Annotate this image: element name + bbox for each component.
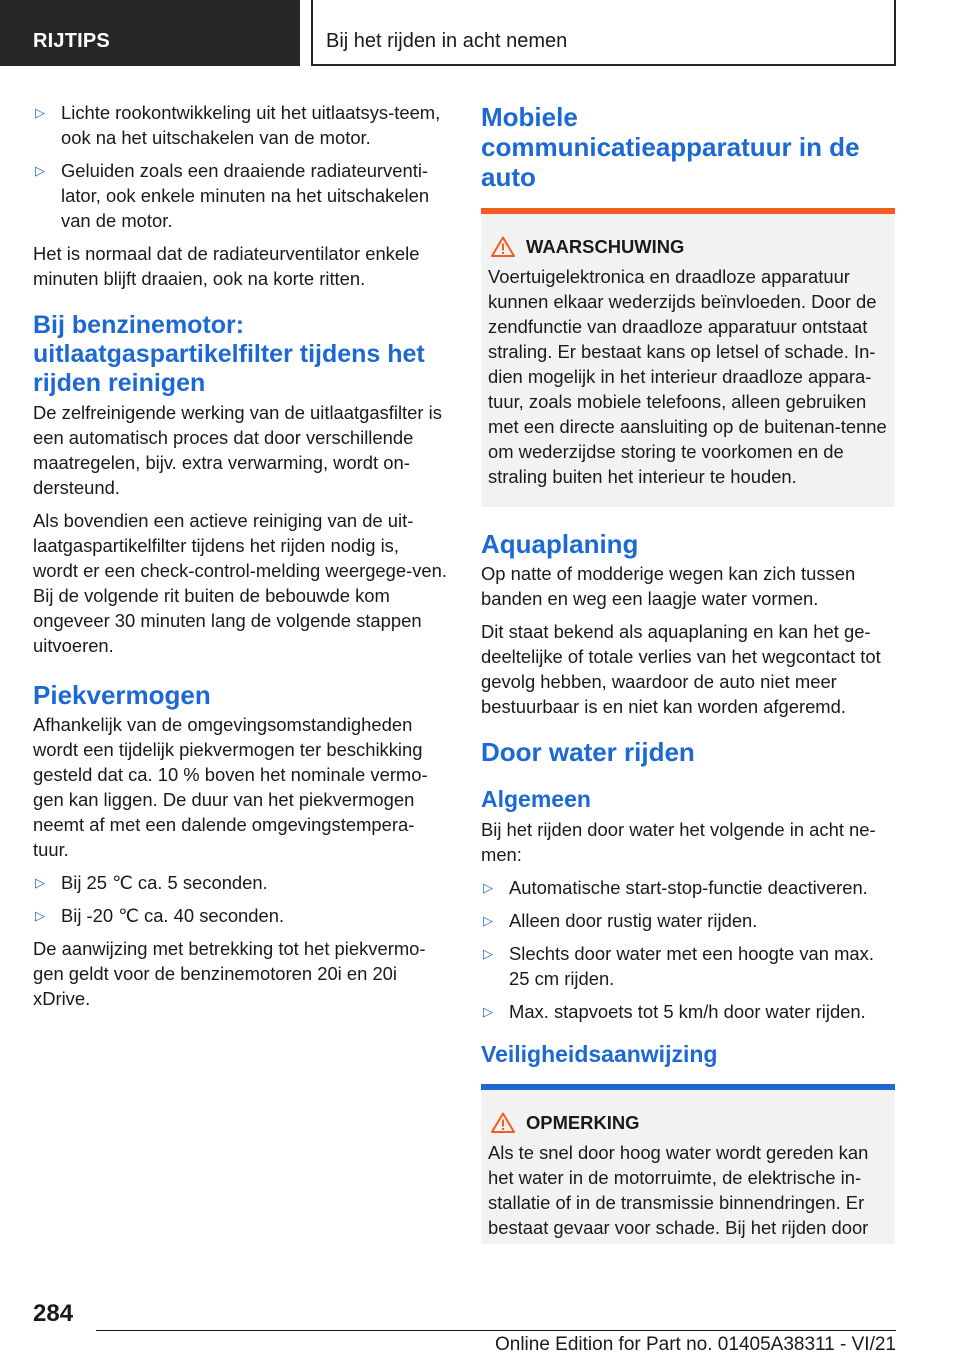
notice-box [481, 1084, 895, 1244]
chapter-title: Bij het rijden in acht nemen [326, 30, 568, 52]
list-item: ▷ Alleen door rustig water rijden. [483, 910, 758, 931]
list-item: ▷ Bij -20 ℃ ca. 40 seconden. [35, 905, 285, 926]
chapter-tab [311, 0, 896, 66]
subheading-general: Algemeen [481, 786, 591, 812]
paragraph-filter-2: Als bovendien een actieve reiniging van de uit-laatgaspartikelfilter tijdens het rijden nodig is, wordt er een check-control-melding weergege-ven. Bij de volgende rit buiten de bebouwde kom ongeveer 30 minuten lang de volgende stappen uitvoeren. [33, 510, 447, 656]
right-column [481, 100, 895, 1244]
section-tab [0, 0, 300, 66]
list-item: ▷ Geluiden zoals een draaiende radiateurventi-lator, ook enkele minuten na het uitschakelen van de motor. [35, 160, 430, 231]
page-header [0, 0, 960, 66]
footer-divider [96, 1330, 896, 1331]
heading-peak-power: Piekvermogen [33, 680, 211, 710]
paragraph-peak-power: Afhankelijk van de omgevingsomstandigheden wordt een tijdelijk piekvermogen ter beschikking gesteld dat ca. 10 % boven het nominale vermo-gen kan liggen. De duur van het piekvermogen neemt af met een dalende omgevingstempera-tuur. [33, 714, 428, 860]
subheading-safety: Veiligheidsaanwijzing [481, 1041, 718, 1067]
heading-aquaplaning: Aquaplaning [481, 529, 639, 559]
list-item: ▷ Automatische start-stop-functie deactiveren. [483, 877, 868, 898]
triangle-right-icon: ▷ [35, 908, 45, 923]
warning-box [481, 208, 895, 507]
paragraph-peak-note: De aanwijzing met betrekking tot het piekvermo-gen geldt voor de benzinemotoren 20i en 20i xDrive. [33, 938, 426, 1009]
list-item: ▷ Bij 25 ℃ ca. 5 seconden. [35, 872, 268, 893]
paragraph-filter-1: De zelfreinigende werking van de uitlaatgasfilter is een automatisch proces dat door verschillende maatregelen, bijv. extra verwarming, wordt on-dersteund. [33, 402, 442, 498]
warning-text: Voertuigelektronica en draadloze apparatuur kunnen elkaar wederzijds beïnvloeden. Door de zendfunctie van draadloze apparatuur ontstaat straling. Er bestaat kans op letsel of schade. In-dien mogelijk in het interieur draadloze appara-tuur, zoals mobiele telefoons, alleen gebruiken met een directe aansluiting op de buitenan-tenne om wederzijdse storing te voorkomen en de straling buiten het interieur te houden. [488, 266, 887, 487]
triangle-right-icon: ▷ [483, 1004, 493, 1019]
paragraph-aqua-1: Op natte of modderige wegen kan zich tussen banden en weg een laagje water vormen. [481, 563, 856, 609]
triangle-right-icon: ▷ [483, 880, 493, 895]
list-item: ▷ Max. stapvoets tot 5 km/h door water rijden. [483, 1001, 866, 1022]
left-column [33, 100, 448, 1019]
section-title: RIJTIPS [33, 30, 110, 52]
edition-text: Online Edition for Part no. 01405A38311 - VI/21 [494, 1334, 896, 1355]
triangle-right-icon: ▷ [35, 875, 45, 890]
heading-mobile-equipment: Mobiele communicatieapparatuur in de auto [481, 102, 860, 192]
list-item: ▷ Slechts door water met een hoogte van max. 25 cm rijden. [483, 943, 874, 989]
triangle-right-icon: ▷ [35, 163, 45, 178]
heading-particle-filter: Bij benzinemotor: uitlaatgaspartikelfilter tijdens het rijden reinigen [33, 311, 425, 397]
notice-title: OPMERKING [488, 1110, 887, 1136]
paragraph-aqua-2: Dit staat bekend als aquaplaning en kan het ge-deeltelijke of totale verlies van het wegcontact tot gevolg hebben, waardoor de auto niet meer bestuurbaar is en niet kan worden afgeremd. [481, 621, 881, 717]
page-number: 284 [33, 1300, 74, 1327]
warning-title: WAARSCHUWING [488, 234, 887, 260]
warning-triangle-icon [491, 1112, 515, 1133]
triangle-right-icon: ▷ [483, 913, 493, 928]
heading-water-driving: Door water rijden [481, 737, 695, 767]
triangle-right-icon: ▷ [483, 946, 493, 961]
paragraph-general: Bij het rijden door water het volgende in acht ne-men: [481, 819, 876, 865]
paragraph-fan: Het is normaal dat de radiateurventilator enkele minuten blijft draaien, ook na korte ritten. [33, 243, 420, 289]
notice-text: Als te snel door hoog water wordt gereden kan het water in de motorruimte, de elektrische in-stallatie of in de transmissie binnendringen. Er bestaat gevaar voor schade. Bij het rijden door [488, 1142, 869, 1238]
warning-triangle-icon [491, 236, 515, 257]
triangle-right-icon: ▷ [35, 105, 45, 120]
list-item: ▷ Lichte rookontwikkeling uit het uitlaatsys-teem, ook na het uitschakelen van de motor. [35, 102, 441, 148]
